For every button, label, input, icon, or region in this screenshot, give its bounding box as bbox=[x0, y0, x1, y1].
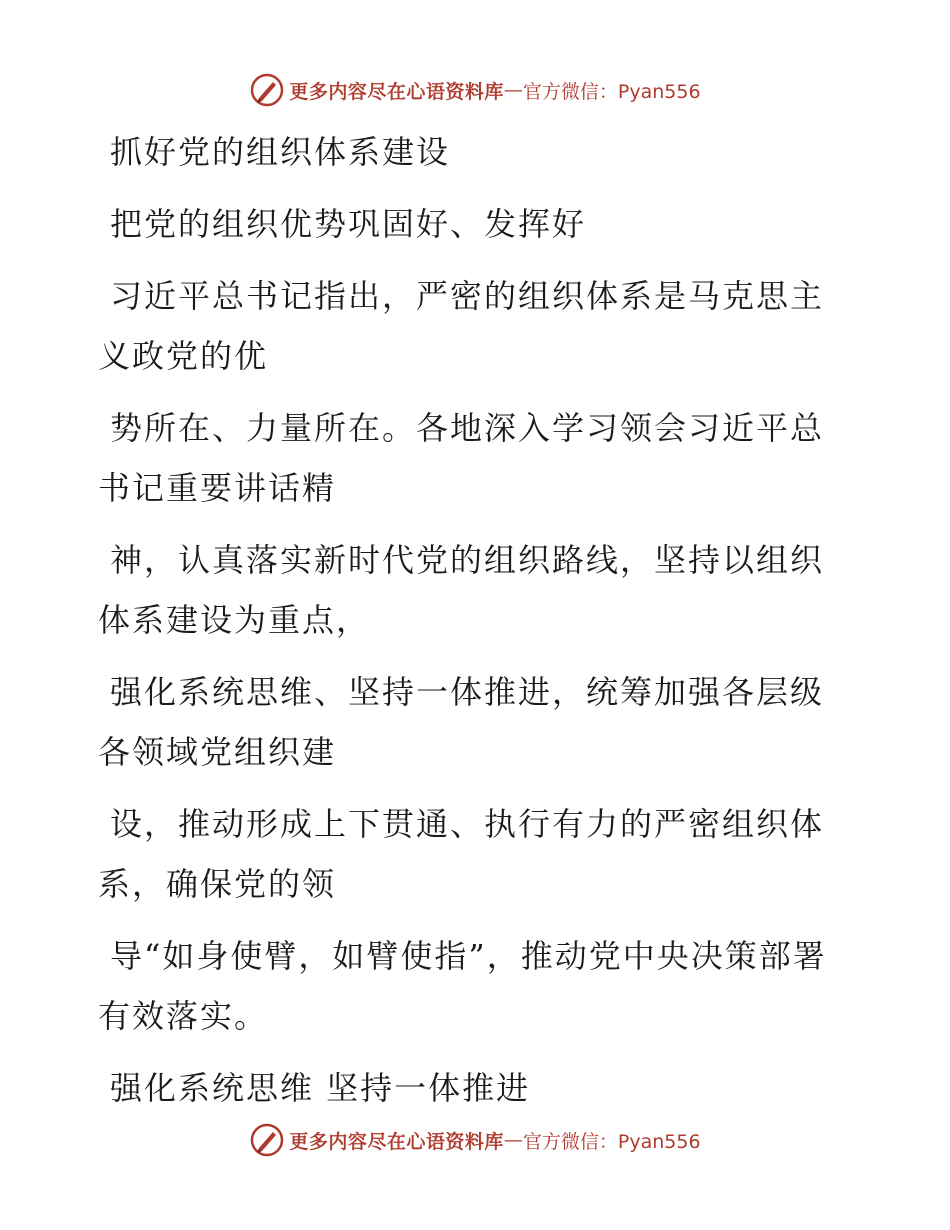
paragraph-4: 强化系统思维、坚持一体推进，统筹加强各层级各领域党组织建 bbox=[98, 673, 825, 771]
pen-logo-icon bbox=[249, 1122, 285, 1158]
doc-subtitle: 把党的组织优势巩固好、发挥好 bbox=[110, 205, 587, 243]
paragraph-5: 设，推动形成上下贯通、执行有力的严密组织体系，确保党的领 bbox=[98, 805, 825, 903]
watermark-separator: — bbox=[503, 79, 523, 101]
watermark-separator: — bbox=[503, 1129, 523, 1151]
paragraph-6: 导“如身使臂，如臂使指”，推动党中央决策部署有效落实。 bbox=[98, 937, 827, 1035]
watermark-footer bbox=[0, 1120, 950, 1160]
pen-logo-icon bbox=[249, 72, 285, 108]
document-body bbox=[98, 122, 828, 1130]
paragraph-2: 势所在、力量所在。各地深入学习领会习近平总书记重要讲话精 bbox=[98, 409, 825, 507]
watermark-brand: 更多内容尽在心语资料库 bbox=[289, 80, 504, 103]
section-heading: 强化系统思维 坚持一体推进 bbox=[110, 1069, 531, 1107]
paragraph-3: 神，认真落实新时代党的组织路线，坚持以组织体系建设为重点， bbox=[98, 541, 825, 639]
watermark-brand: 更多内容尽在心语资料库 bbox=[289, 1130, 504, 1153]
doc-title: 抓好党的组织体系建设 bbox=[110, 133, 451, 171]
paragraph-1: 习近平总书记指出，严密的组织体系是马克思主义政党的优 bbox=[98, 277, 825, 375]
watermark-header bbox=[0, 70, 950, 110]
watermark-contact: 官方微信：Pyan556 bbox=[522, 80, 701, 103]
watermark-contact: 官方微信：Pyan556 bbox=[522, 1130, 701, 1153]
